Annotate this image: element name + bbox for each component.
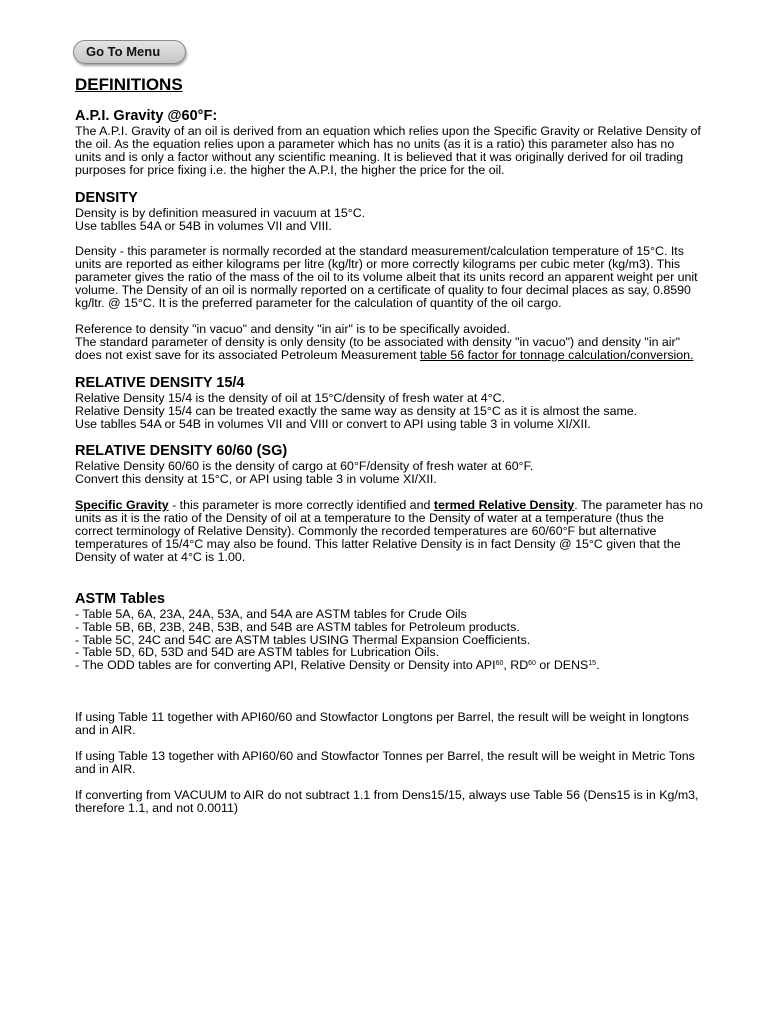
astm-item: - Table 5C, 24C and 54C are ASTM tables USING Thermal Expansion Coefficients. — [75, 632, 531, 647]
note-table-11: If using Table 11 together with API60/60 and Stowfactor Longtons per Barrel, the result will be weight in longtons and in AIR. — [75, 710, 689, 738]
density-line-1: Density is by definition measured in vacuum at 15°C. — [75, 205, 366, 220]
astm-tables-section — [75, 591, 703, 673]
specific-gravity-paragraph — [75, 499, 703, 564]
specific-gravity-term: Specific Gravity — [75, 498, 169, 513]
definitions-content — [75, 108, 703, 815]
page-title: DEFINITIONS — [75, 75, 183, 94]
relative-density-15-4-heading: RELATIVE DENSITY 15/4 — [75, 374, 245, 391]
astm-odd-tables-item — [75, 659, 703, 672]
astm-item: - Table 5A, 6A, 23A, 24A, 53A, and 54A are ASTM tables for Crude Oils — [75, 606, 467, 621]
rd154-line-3: Use tablles 54A or 54B in volumes VII and VIII or convert to API using table 3 in volume XI/XII. — [75, 416, 591, 431]
go-to-menu-button[interactable]: Go To Menu — [73, 40, 186, 64]
astm-item: - Table 5D, 6D, 53D and 54D are ASTM tables for Lubrication Oils. — [75, 645, 440, 660]
rd6060-line-1: Relative Density 60/60 is the density of cargo at 60°F/density of fresh water at 60°F. — [75, 459, 534, 474]
rd6060-line-2: Convert this density at 15°C, or API using table 3 in volume XI/XII. — [75, 472, 437, 487]
density-reference-line: Reference to density "in vacuo" and density "in air" is to be specifically avoided. — [75, 321, 510, 336]
note-vacuum-to-air: If converting from VACUUM to AIR do not subtract 1.1 from Dens15/15, always use Table 56 (Dens15 is in Kg/m3, therefore 1.1, and not 0.0011) — [75, 787, 699, 815]
specific-gravity-rest-text: . The parameter has no units as it is the ratio of the Density of oil at a temperature to the Density of water at a temperature (thus the correct terminology of Relative Density). Commonly the recorded temperatures are 60/60°F but alternative temperatures of 15/4°C may also be found. This latter Relative Density is in fact Density @ 15°C given that the Density of water at 4°C is 1.00. — [75, 498, 703, 564]
relative-density-60-60-section — [75, 443, 703, 563]
relative-density-15-4-section — [75, 375, 703, 431]
relative-density-60-60-heading: RELATIVE DENSITY 60/60 (SG) — [75, 443, 288, 460]
density-standard-text: The standard parameter of density is only density (to be associated with density "in vacuo") and density "in air" does not exist save for its associated Petroleum Measurement — [75, 334, 681, 362]
api-gravity-text: The A.P.I. Gravity of an oil is derived from an equation which relies upon the Specific Gravity or Relative Density of the oil. As the equation relies upon a parameter which has no units (as it is a ratio) this parameter also has no units and is only a factor without any scientific meaning. It is believed that it was originally derived for oil trading purposes for price fixing i.e. the higher the A.P.I, the higher the price for the oil. — [75, 124, 701, 177]
table-56-link[interactable]: table 56 factor for tonnage calculation/conversion. — [420, 347, 694, 362]
relative-density-term: termed Relative Density — [433, 498, 575, 513]
odd-end-text: . — [596, 658, 600, 673]
rd154-line-2: Relative Density 15/4 can be treated exactly the same way as density at 15°C as it is almost the same. — [75, 403, 638, 418]
odd-mid-text: , RD — [503, 658, 529, 673]
note-table-13: If using Table 13 together with API60/60 and Stowfactor Tonnes per Barrel, the result will be weight in Metric Tons and in AIR. — [75, 749, 695, 776]
odd-mid2-text: or DENS — [535, 658, 589, 673]
odd-sup-dens: 15 — [588, 660, 597, 668]
astm-tables-heading: ASTM Tables — [75, 590, 165, 607]
odd-sup-rd: 60 — [528, 660, 536, 668]
density-line-2: Use tablles 54A or 54B in volumes VII and VIII. — [75, 218, 332, 233]
notes-section — [75, 711, 703, 814]
specific-gravity-mid-text: - this parameter is more correctly identified and — [168, 498, 434, 513]
density-paragraph: Density - this parameter is normally recorded at the standard measurement/calculation temperature of 15°C. Its units are reported as either kilograms per litre (kg/ltr) or more correctly kilograms per cubic meter (kg/m3). This parameter gives the ratio of the mass of the oil to its volume albeit that its units record an apparent weight per unit volume. The Density of an oil is normally reported on a certificate of quality to four decimal places as say, 0.8590 kg/ltr. @ 15°C. It is the preferred parameter for the calculation of quantity of the oil cargo. — [75, 244, 698, 311]
api-gravity-heading: A.P.I. Gravity @60°F: — [75, 108, 218, 124]
odd-sup-api: 60 — [495, 660, 504, 668]
api-gravity-section — [75, 108, 703, 177]
density-section — [75, 190, 703, 362]
odd-lead-text: - The ODD tables are for converting API, Relative Density or Density into API — [75, 658, 496, 673]
astm-item: - Table 5B, 6B, 23B, 24B, 53B, and 54B are ASTM tables for Petroleum products. — [75, 619, 520, 634]
density-standard-paragraph — [75, 336, 703, 362]
rd154-line-1: Relative Density 15/4 is the density of oil at 15°C/density of fresh water at 4°C. — [75, 390, 506, 405]
density-heading: DENSITY — [75, 189, 138, 206]
